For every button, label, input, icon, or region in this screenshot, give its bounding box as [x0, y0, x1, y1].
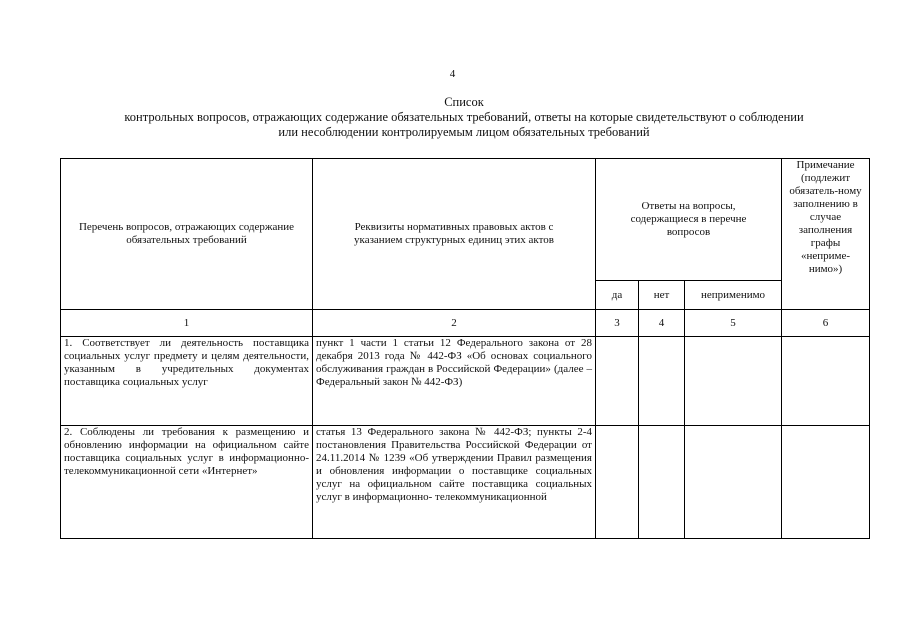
question-cell: 1. Соответствует ли деятельность поставщика социальных услуг предмету и целям деятельности, указанным в учредительных документах поставщика социальных услуг [61, 337, 313, 426]
column-number: 4 [639, 310, 685, 337]
heading-subtitle-line-2: или несоблюдении контролируемым лицом обязательных требований [278, 125, 650, 139]
question-cell: 2. Соблюдены ли требования к размещению и обновлению информации на официальном сайте поставщика социальных услуг в информационно-телекоммуникационной сети «Интернет» [61, 426, 313, 539]
table-row [61, 426, 870, 539]
answer-no-cell[interactable] [639, 337, 685, 426]
column-number: 2 [313, 310, 596, 337]
answer-yes-cell[interactable] [596, 337, 639, 426]
document-heading [60, 95, 868, 140]
answer-yes-cell[interactable] [596, 426, 639, 539]
header-note: Примечание (подлежит обязатель-ному заполнению в случае заполнения графы «неприме-нимо») [782, 159, 870, 310]
answer-na-cell[interactable] [685, 426, 782, 539]
header-requisites: Реквизиты нормативных правовых актов с указанием структурных единиц этих актов [313, 159, 596, 310]
heading-title: Список [444, 95, 484, 109]
note-cell[interactable] [782, 337, 870, 426]
header-no: нет [639, 281, 685, 310]
page-number: 4 [449, 68, 456, 80]
note-cell[interactable] [782, 426, 870, 539]
header-row [61, 159, 870, 281]
header-answers [596, 159, 782, 281]
heading-subtitle-line-1: контрольных вопросов, отражающих содержание обязательных требований, ответы на которые свидетельствуют о соблюдении [124, 110, 804, 124]
column-number: 3 [596, 310, 639, 337]
header-not-applicable: неприменимо [685, 281, 782, 310]
answer-no-cell[interactable] [639, 426, 685, 539]
column-number: 6 [782, 310, 870, 337]
checklist-table [60, 158, 870, 539]
table-row [61, 337, 870, 426]
answer-na-cell[interactable] [685, 337, 782, 426]
column-number: 1 [61, 310, 313, 337]
header-answers-text: Ответы на вопросы, содержащиеся в перечне вопросов [630, 200, 747, 238]
requisites-cell: пункт 1 части 1 статьи 12 Федерального закона от 28 декабря 2013 года № 442-ФЗ «Об основах социального обслуживания граждан в Российской Федерации» (далее – Федеральный закон № 442-ФЗ) [313, 337, 596, 426]
column-number-row [61, 310, 870, 337]
header-questions: Перечень вопросов, отражающих содержание обязательных требований [61, 159, 313, 310]
header-yes: да [596, 281, 639, 310]
requisites-cell: статья 13 Федерального закона № 442-ФЗ; пункты 2-4 постановления Правительства Российской Федерации от 24.11.2014 № 1239 «Об утверждении Правил размещения и обновления информации о поставщике социальных услуг на официальном сайте поставщика социальных услуг в информационно- телекоммуникационной [313, 426, 596, 539]
column-number: 5 [685, 310, 782, 337]
